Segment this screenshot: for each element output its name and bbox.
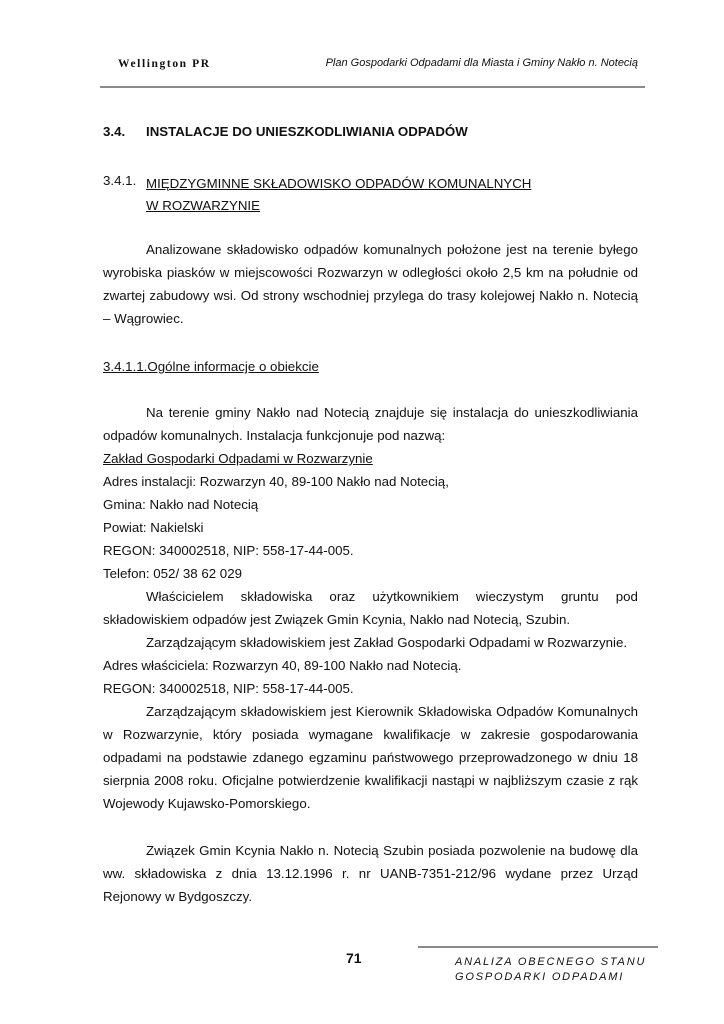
paragraph-building-permit: Związek Gmin Kcynia Nakło n. Notecią Szubin posiada pozwolenie na budowę dla ww. składowiska z dnia 13.12.1996 r. nr UANB-7351-212/96 wydane przez Urząd Rejonowy w Bydgoszczy. [103, 843, 638, 904]
facility-name: Zakład Gospodarki Odpadami w Rozwarzynie [103, 451, 373, 466]
paragraph-location: Analizowane składowisko odpadów komunalnych położone jest na terenie byłego wyrobiska piasków w miejscowości Rozwarzyn w odległości około 2,5 km na południe od zwartej zabudowy wsi. Od strony wschodniej przylega do trasy kolejowej Nakło n. Notecią – Wągrowiec. [103, 242, 638, 326]
facility-address: Adres instalacji: Rozwarzyn 40, 89-100 Nakło nad Notecią, [103, 474, 449, 489]
owner-word: oraz [329, 589, 356, 604]
manager-line: Zarządzającym składowiskiem jest Zakład Gospodarki Odpadami w Rozwarzynie. [146, 635, 628, 650]
subsubsection-title: 3.4.1.1.Ogólne informacje o obiekcie [103, 359, 319, 374]
section-title: INSTALACJE DO UNIESZKODLIWIANIA ODPADÓW [146, 124, 468, 139]
paragraph-manager-qualifications: Zarządzającym składowiskiem jest Kierownik Składowiska Odpadów Komunalnych w Rozwarzynie, który posiada wymagane kwalifikacje w zakresie gospodarowania odpadami na podstawie zdanego egzaminu państwowego przeprowadzonego w dniu 18 sierpnia 2008 roku. Oficjalne potwierdzenie kwalifikacji nastąpi w najbliższym czasie z rąk Wojewody Kujawsko-Pomorskiego. [103, 704, 638, 811]
facility-county: Powiat: Nakielski [103, 520, 204, 535]
section-heading [103, 124, 468, 139]
page-number: 71 [346, 950, 362, 966]
owner-word: wieczystym [475, 589, 544, 604]
facility-phone: Telefon: 052/ 38 62 029 [103, 566, 242, 581]
footer-title-line2: GOSPODARKI ODPADAMI [455, 971, 625, 983]
subsection-number: 3.4.1. [103, 173, 137, 188]
footer-title-line1: ANALIZA OBECNEGO STANU [455, 956, 647, 968]
facility-regon: REGON: 340002518, NIP: 558-17-44-005. [103, 543, 354, 558]
footer-divider [418, 946, 658, 948]
section-number: 3.4. [103, 124, 126, 139]
subsection-title-line2: W ROZWARZYNIE [146, 198, 260, 213]
owner-word: gruntu [560, 589, 599, 604]
facility-commune: Gmina: Nakło nad Notecią [103, 497, 259, 512]
subsection-title-line1: MIĘDZYGMINNE SKŁADOWISKO ODPADÓW KOMUNALNYCH [146, 176, 532, 191]
owner-word: składowiska [240, 589, 313, 604]
manager-regon: REGON: 340002518, NIP: 558-17-44-005. [103, 681, 354, 696]
owner-word: pod [615, 589, 638, 604]
owner-word: użytkownikiem [372, 589, 459, 604]
owner-word: Właścicielem [146, 589, 224, 604]
header-right-title: Plan Gospodarki Odpadami dla Miasta i Gminy Nakło n. Notecią [325, 57, 638, 69]
footer-title [455, 955, 646, 985]
header-divider [100, 86, 645, 88]
owner-rest: składowiskiem odpadów jest Związek Gmin Kcynia, Nakło nad Notecią, Szubin. [103, 612, 571, 627]
subsection-title [146, 173, 531, 217]
owner-line [146, 585, 638, 608]
paragraph-installation: Na terenie gminy Nakło nad Notecią znajduje się instalacja do unieszkodliwiania odpadów komunalnych. Instalacja funkcjonuje pod nazwą: [103, 405, 638, 443]
header-left-title: Wellington PR [118, 58, 211, 70]
manager-address: Adres właściciela: Rozwarzyn 40, 89-100 Nakło nad Notecią. [103, 658, 462, 673]
